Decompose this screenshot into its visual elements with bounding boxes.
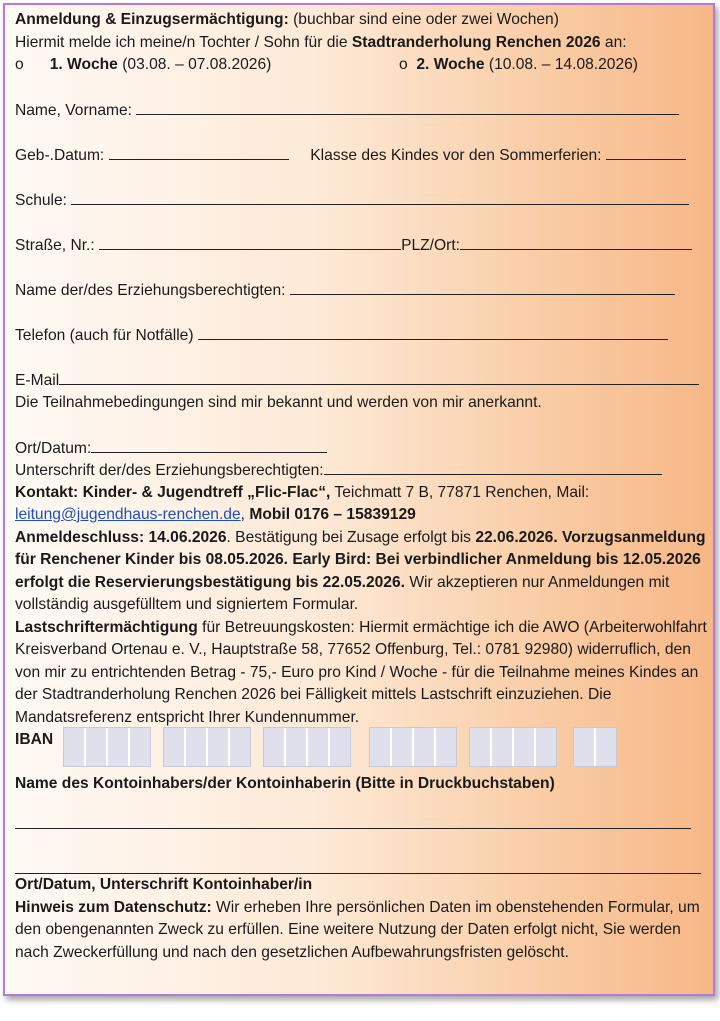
plz-input-line[interactable] (460, 234, 692, 250)
checkbox-icon[interactable]: o (15, 56, 24, 73)
iban-digit-box[interactable] (330, 728, 350, 766)
iban-digit-box[interactable] (596, 728, 616, 766)
privacy-paragraph: Hinweis zum Datenschutz: Wir erheben Ihre persönlichen Daten im obenstehenden Formular, um den obengenannten Zweck zu erfüllen. Eine weitere Nutzung der Daten erfolgt nicht, Sie werden nach Zweckerfüllung und nach den gesetzlichen Aufbewahrungsfristen gelöscht. (15, 898, 700, 961)
iban-digit-box[interactable] (108, 728, 130, 766)
iban-digit-box[interactable] (308, 728, 330, 766)
guardian-signature-line[interactable] (324, 459, 662, 475)
iban-group (469, 727, 557, 767)
name-input-line[interactable] (136, 99, 679, 115)
account-holder-label: Name des Kontoinhabers/der Kontoinhaberin (Bitte in Druckbuchstaben) (15, 775, 555, 792)
birthdate-input-line[interactable] (109, 144, 289, 160)
iban-group (163, 727, 251, 767)
iban-digit-box[interactable] (514, 728, 536, 766)
class-input-line[interactable] (606, 144, 686, 160)
school-input-line[interactable] (71, 189, 689, 205)
phone-field: Telefon (auch für Notfälle) (15, 324, 711, 347)
address-field: Straße, Nr.: PLZ/Ort: (15, 234, 711, 257)
iban-digit-box[interactable] (130, 728, 150, 766)
guardian-field: Name der/des Erziehungsberechtigten: (15, 279, 711, 302)
iban-digit-box[interactable] (436, 728, 456, 766)
school-field: Schule: (15, 189, 711, 212)
iban-digit-box[interactable] (230, 728, 250, 766)
contact-mobile: Mobil 0176 – 15839129 (249, 506, 416, 523)
iban-digit-box[interactable] (470, 728, 492, 766)
registration-form (3, 3, 715, 996)
place-date-field: Ort/Datum: (15, 437, 711, 460)
phone-input-line[interactable] (198, 324, 668, 340)
guardian-input-line[interactable] (290, 279, 675, 295)
iban-group (263, 727, 351, 767)
iban-digit-box[interactable] (208, 728, 230, 766)
contact-email-link[interactable]: leitung@jugendhaus-renchen.de (15, 506, 241, 523)
checkbox-icon[interactable]: o (399, 56, 408, 73)
iban-digit-box[interactable] (414, 728, 436, 766)
iban-digit-box[interactable] (392, 728, 414, 766)
contact-line: Kontakt: Kinder- & Jugendtreff „Flic-Flac“, Teichmatt 7 B, 77871 Renchen, Mail: (15, 483, 590, 501)
iban-digit-box[interactable] (286, 728, 308, 766)
iban-group (63, 727, 151, 767)
iban-row (15, 729, 711, 773)
iban-digit-box[interactable] (370, 728, 392, 766)
deadlines-paragraph: Anmeldeschluss: 14.06.2026. Bestätigung bei Zusage erfolgt bis 22.06.2026. Vorzugsanmeldung für Renchener Kinder bis 08.05.2026. Early Bird: Bei verbindlicher Anmeldung bis 12.05.2026 erfolgt die Reservierungsbestätigung bis 22.05.2026. Wir akzeptieren nur Anmeldungen mit vollständig ausgefülltem und signiertem Formular. (15, 528, 706, 613)
iban-label: IBAN (15, 731, 54, 748)
contact-line-2: leitung@jugendhaus-renchen.de, Mobil 0176 – 15839129 (15, 506, 416, 523)
iban-digit-box[interactable] (186, 728, 208, 766)
event-name: Stadtranderholung Renchen 2026 (351, 33, 601, 51)
iban-digit-box[interactable] (164, 728, 186, 766)
iban-digit-box[interactable] (492, 728, 514, 766)
birthdate-class-field: Geb-.Datum: Klasse des Kindes vor den Sommerferien: (15, 144, 711, 167)
mandate-paragraph: Lastschriftermächtigung für Betreuungskosten: Hiermit ermächtige ich die AWO (Arbeiterwohlfahrt Kreisverband Ortenau e. V., Hauptstraße 58, 77652 Offenburg, Tel.: 0781 92980) widerruflich, den von mir zu entrichtenden Betrag - 75,- Euro pro Kind / Woche - für die Teilnahme meines Kindes an der Stadtranderholung Renchen 2026 bei Fälligkeit mittels Lastschrift einzuziehen. Die Mandatsreferenz entspricht Ihrer Kundennummer. (15, 618, 707, 726)
email-input-line[interactable] (59, 369, 699, 385)
iban-group (369, 727, 457, 767)
form-title: Anmeldung & Einzugsermächtigung: (buchbar sind eine oder zwei Wochen) (15, 11, 559, 28)
street-input-line[interactable] (99, 234, 401, 250)
iban-digit-box[interactable] (86, 728, 108, 766)
week-2-option[interactable]: o 2. Woche (10.08. – 14.08.2026) (399, 56, 638, 73)
place-date-input-line[interactable] (91, 437, 327, 453)
account-signature-label: Ort/Datum, Unterschrift Kontoinhaber/in (15, 876, 313, 893)
iban-digit-box[interactable] (64, 728, 86, 766)
iban-digit-box[interactable] (264, 728, 286, 766)
iban-group (573, 727, 617, 767)
guardian-signature-field: Unterschrift der/des Erziehungsberechtigten: (15, 459, 711, 482)
intro-text: Hiermit melde ich meine/n Tochter / Sohn für die Stadtranderholung Renchen 2026 an: (15, 33, 627, 51)
iban-digit-box[interactable] (536, 728, 556, 766)
email-field: E-Mail (15, 369, 711, 392)
week-options (15, 54, 711, 77)
terms-text: Die Teilnahmebedingungen sind mir bekannt und werden von mir anerkannt. (15, 393, 542, 411)
name-field: Name, Vorname: (15, 99, 711, 122)
iban-digit-box[interactable] (574, 728, 596, 766)
week-1-option[interactable]: o 1. Woche (03.08. – 07.08.2026) (15, 56, 272, 73)
